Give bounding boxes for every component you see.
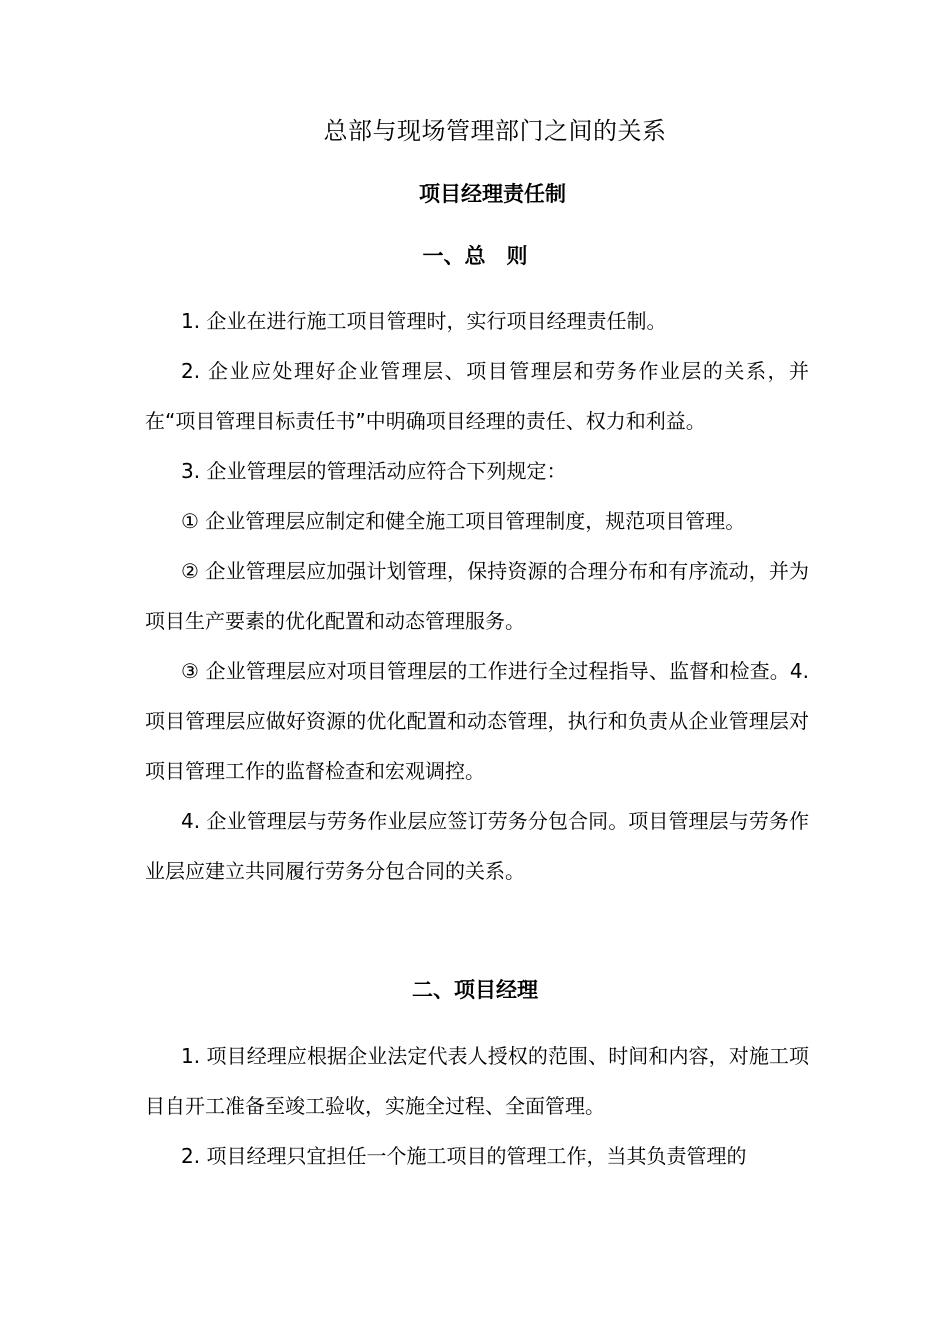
paragraph: 1. 企业在进行施工项目管理时，实行项目经理责任制。 <box>181 309 667 333</box>
paragraph: 2. 企业应处理好企业管理层、项目管理层和劳务作业层的关系，并在“项目管理目标责任书”中明确项目经理的责任、权力和利益。 <box>145 359 809 433</box>
paragraph: 3. 企业管理层的管理活动应符合下列规定： <box>181 459 567 483</box>
paragraph: 1. 项目经理应根据企业法定代表人授权的范围、时间和内容，对施工项目自开工准备至竣工验收，实施全过程、全面管理。 <box>145 1044 809 1118</box>
document-title: 总部与现场管理部门之间的关系 <box>323 117 667 145</box>
paragraph: ① 企业管理层应制定和健全施工项目管理制度，规范项目管理。 <box>181 509 746 533</box>
section-heading-project-manager: 二、项目经理 <box>412 978 538 1002</box>
section-heading-general: 一、总 则 <box>422 244 528 268</box>
paragraph: 4. 企业管理层与劳务作业层应签订劳务分包合同。项目管理层与劳务作业层应建立共同履行劳务分包合同的关系。 <box>145 809 809 883</box>
paragraph: ③ 企业管理层应对项目管理层的工作进行全过程指导、监督和检查。4. 项目管理层应做好资源的优化配置和动态管理，执行和负责从企业管理层对项目管理工作的监督检查和宏观调控。 <box>145 659 809 783</box>
paragraph: 2. 项目经理只宜担任一个施工项目的管理工作，当其负责管理的 <box>181 1144 747 1168</box>
document-subtitle: 项目经理责任制 <box>419 182 566 206</box>
paragraph: ② 企业管理层应加强计划管理，保持资源的合理分布和有序流动，并为项目生产要素的优化配置和动态管理服务。 <box>145 559 809 633</box>
